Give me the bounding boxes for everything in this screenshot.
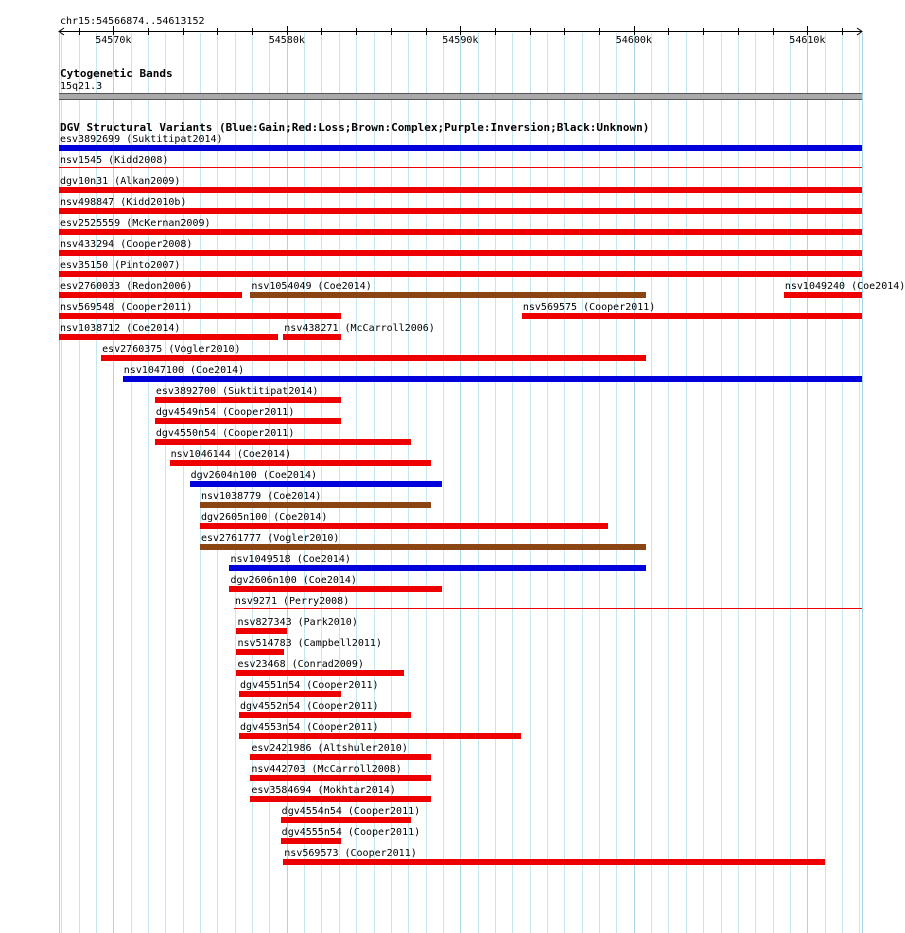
ruler-tick-label: 54590k	[442, 35, 479, 46]
variant-bar-loss[interactable]	[234, 608, 862, 609]
variant-bar-loss[interactable]	[59, 313, 341, 319]
variant-label: esv2421986 (Altshuler2010)	[251, 743, 408, 754]
variant-label: esv3892700 (Suktitipat2014)	[155, 386, 319, 397]
variant-label: nsv1047100 (Coe2014)	[123, 365, 245, 376]
variant-bar-loss[interactable]	[101, 355, 646, 361]
variant-label: nsv1046144 (Coe2014)	[170, 449, 292, 460]
variant-label: nsv1038779 (Coe2014)	[200, 491, 322, 502]
variant-bar-loss[interactable]	[239, 733, 521, 739]
variant-bar-loss[interactable]	[59, 187, 862, 193]
ruler-tick-label: 54610k	[789, 35, 826, 46]
variant-label: dgv2604n100 (Coe2014)	[190, 470, 318, 481]
variant-bar-loss[interactable]	[229, 586, 442, 592]
variant-bar-loss[interactable]	[281, 838, 341, 844]
variant-bar-loss[interactable]	[59, 208, 862, 214]
variant-bar-loss[interactable]	[236, 628, 286, 634]
variant-label: dgv4553n54 (Cooper2011)	[240, 722, 379, 733]
variant-label: nsv442703 (McCarroll2008)	[251, 764, 402, 775]
ruler-tick-label: 54600k	[615, 35, 652, 46]
variant-bar-loss[interactable]	[155, 439, 411, 445]
variant-label: nsv1049518 (Coe2014)	[230, 554, 351, 565]
variant-bar-loss[interactable]	[59, 229, 862, 235]
variant-label: nsv498847 (Kidd2010b)	[60, 197, 187, 208]
ruler-tick-label: 54570k	[95, 35, 132, 46]
variant-bar-gain[interactable]	[59, 145, 862, 151]
variant-label: nsv569573 (Cooper2011)	[284, 848, 417, 859]
variant-label: esv23468 (Conrad2009)	[237, 659, 364, 670]
variant-bar-loss[interactable]	[155, 397, 342, 403]
variant-label: nsv433294 (Cooper2008)	[60, 239, 193, 250]
variant-label: nsv9271 (Perry2008)	[234, 596, 350, 607]
variant-bar-complex[interactable]	[200, 544, 646, 550]
variant-bar-loss[interactable]	[236, 670, 403, 676]
variant-bar-loss[interactable]	[281, 817, 411, 823]
variant-label: esv35150 (Pinto2007)	[60, 260, 181, 271]
variant-bar-gain[interactable]	[229, 565, 645, 571]
variant-bar-complex[interactable]	[200, 502, 431, 508]
ruler-tick-label: 54580k	[268, 35, 305, 46]
variant-label: dgv4550n54 (Cooper2011)	[155, 428, 295, 439]
variant-bar-gain[interactable]	[123, 376, 862, 382]
variant-label: esv2525559 (McKernan2009)	[60, 218, 211, 229]
variant-label: nsv1038712 (Coe2014)	[60, 323, 181, 334]
locus-label: chr15:54566874..54613152	[60, 16, 205, 27]
variant-label: esv2761777 (Vogler2010)	[200, 533, 340, 544]
variant-bar-loss[interactable]	[522, 313, 862, 319]
variant-bar-loss[interactable]	[239, 691, 341, 697]
variant-label: nsv438271 (McCarroll2006)	[284, 323, 435, 334]
variant-label: nsv569548 (Cooper2011)	[60, 302, 193, 313]
variant-label: esv3892699 (Suktitipat2014)	[60, 134, 223, 145]
cytoband-track-title: Cytogenetic Bands	[60, 67, 173, 80]
variant-bar-loss[interactable]	[283, 859, 824, 865]
variant-label: nsv514783 (Campbell2011)	[237, 638, 382, 649]
ruler-axis	[0, 0, 890, 40]
variant-label: esv2760375 (Vogler2010)	[102, 344, 241, 355]
variant-label: dgv10n31 (Alkan2009)	[60, 176, 181, 187]
variant-bar-complex[interactable]	[250, 292, 646, 298]
variant-label: dgv2605n100 (Coe2014)	[200, 512, 328, 523]
variant-label: nsv827343 (Park2010)	[237, 617, 358, 628]
variant-bar-loss[interactable]	[59, 250, 862, 256]
variant-label: esv3584694 (Mokhtar2014)	[251, 785, 396, 796]
dgv-track-title: DGV Structural Variants (Blue:Gain;Red:Loss;Brown:Complex;Purple:Inversion;Black:Unknown)	[60, 121, 650, 134]
variant-bar-loss[interactable]	[155, 418, 341, 424]
variant-label: nsv1054049 (Coe2014)	[251, 281, 372, 292]
variant-bar-loss[interactable]	[200, 523, 608, 529]
cytoband-bar[interactable]	[59, 93, 862, 100]
variant-label: nsv1545 (Kidd2008)	[60, 155, 169, 166]
variant-bar-loss[interactable]	[59, 334, 278, 340]
variant-bar-loss[interactable]	[784, 292, 862, 298]
variant-label: dgv2606n100 (Coe2014)	[230, 575, 357, 586]
variant-label: esv2760033 (Redon2006)	[60, 281, 193, 292]
variant-bar-loss[interactable]	[236, 649, 284, 655]
variant-bar-loss[interactable]	[239, 712, 411, 718]
variant-label: nsv1049240 (Coe2014)	[784, 281, 905, 292]
variant-label: nsv569575 (Cooper2011)	[522, 302, 656, 313]
cytoband-label: 15q21.3	[60, 81, 103, 92]
variant-bar-loss[interactable]	[250, 754, 430, 760]
variant-label: dgv4555n54 (Cooper2011)	[281, 827, 421, 838]
variant-label: dgv4554n54 (Cooper2011)	[281, 806, 421, 817]
variant-bar-loss[interactable]	[59, 271, 862, 277]
variant-bar-loss[interactable]	[250, 796, 430, 802]
variant-bar-loss[interactable]	[59, 292, 242, 298]
variant-label: dgv4549n54 (Cooper2011)	[155, 407, 295, 418]
variant-bar-loss[interactable]	[250, 775, 430, 781]
variant-bar-loss[interactable]	[59, 167, 862, 168]
variant-label: dgv4552n54 (Cooper2011)	[240, 701, 379, 712]
variant-bar-gain[interactable]	[190, 481, 442, 487]
variant-bar-loss[interactable]	[283, 334, 340, 340]
variant-bar-loss[interactable]	[170, 460, 431, 466]
variant-label: dgv4551n54 (Cooper2011)	[240, 680, 379, 691]
